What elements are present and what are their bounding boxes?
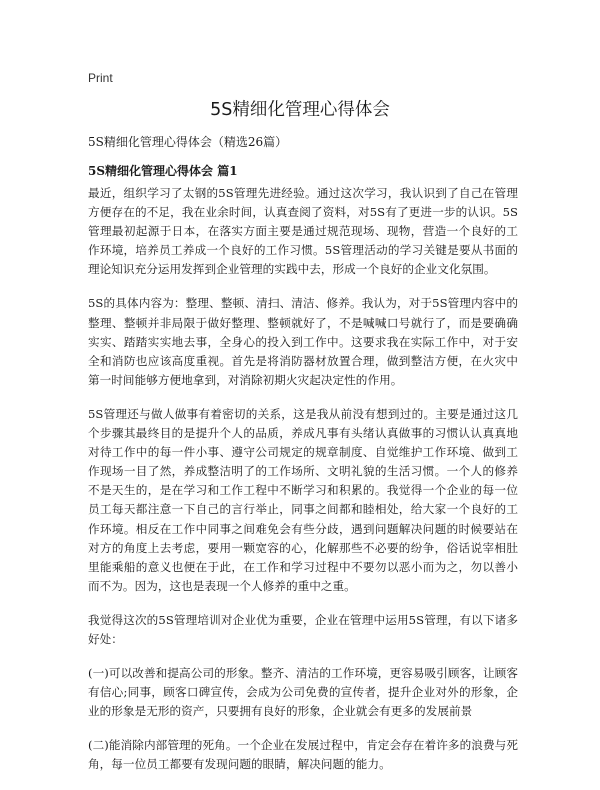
document-subtitle: 5S精细化管理心得体会（精选26篇） xyxy=(88,135,288,149)
paragraph: 5S的具体内容为：整理、整顿、清扫、清洁、修养。我认为，对于5S管理内容中的整理、整顿并非局限于做好整理、整顿就好了，不是喊喊口号就行了，而是要确确实实、踏踏实实地去事，全身心的投入到工作中。这要求我在实际工作中，对于安全和消防也应该高度重视。首先是将消防器材放置合理，做到整洁方便，在火灾中第一时间能够方便地拿到，对消除初期火灾起决定性的作用。 xyxy=(88,296,518,387)
page-title: 5S精细化管理心得体会 xyxy=(210,100,390,120)
print-link[interactable]: Print xyxy=(88,71,113,85)
paragraph: (二)能消除内部管理的死角。一个企业在发展过程中，肯定会存在着许多的浪费与死角，每一位员工都要有发现问题的眼睛，解决问题的能力。 xyxy=(88,738,518,772)
section-heading: 5S精细化管理心得体会 篇1 xyxy=(88,164,238,178)
paragraph: 5S管理还与做人做事有着密切的关系，这是我从前没有想到过的。主要是通过这几个步骤其最终目的是提升个人的品质，养成凡事有头绪认真做事的习惯认认真真地对待工作中的每一件小事、遵守公司规定的规章制度、自觉维护工作环境、做到工作现场一目了然，养成整洁明了的工作场所、文明礼貌的生活习惯。一个人的修养不是天生的，是在学习和工作工程中不断学习和积累的。我觉得一个企业的每一位员工每天都注意一下自己的言行举止，同事之间都和睦相处，给大家一个良好的工作环境。相反在工作中同事之间难免会有些分歧，遇到问题解决问题的时候要站在对方的角度上去考虑，要用一颗宽容的心，化解那些不必要的纷争，俗话说宰相肚里能乘船的意义也便在于此，在工作和学习过程中不要勿以恶小而为之，勿以善小而不为。因为，这也是表现一个人修养的重中之重。 xyxy=(88,406,518,593)
paragraph: (一)可以改善和提高公司的形象。整齐、清洁的工作环境，更容易吸引顾客，让顾客有信心;同事，顾客口碑宣传，会成为公司免费的宣传者，提升企业对外的形象，企业的形象是无形的资产，只要拥有良好的形象，企业就会有更多的发展前景 xyxy=(88,666,518,719)
article-body xyxy=(88,184,518,790)
paragraph: 我觉得这次的5S管理培训对企业优为重要，企业在管理中运用5S管理，有以下诸多好处： xyxy=(88,612,518,646)
paragraph: 最近，组织学习了太钢的5S管理先进经验。通过这次学习，我认识到了自己在管理方便存在的不足，我在业余时间，认真查阅了资料，对5S有了更进一步的认识。5S管理最初起源于日本，在落实方面主要是通过规范现场、现物，营造一个良好的工作环境，培养员工养成一个良好的工作习惯。5S管理活动的学习关键是要从书面的理论知识充分运用发挥到企业管理的实践中去，形成一个良好的企业文化氛围。 xyxy=(88,186,518,277)
